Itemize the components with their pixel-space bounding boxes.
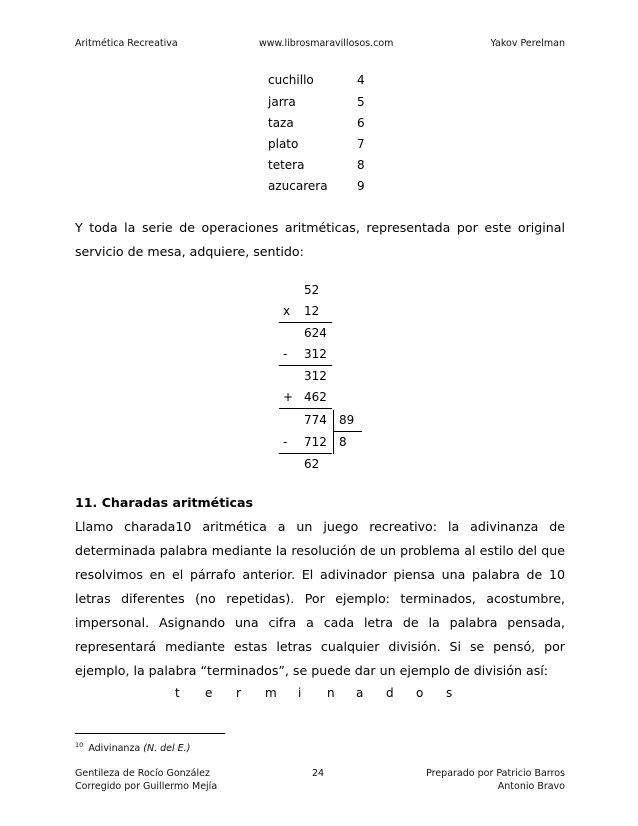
section-paragraph: Llamo charada10 aritmética a un juego recreativo: la adivinanza de determinada palabra mediante la resolución de un problema al estilo del que resolvimos en el párrafo anterior. El adivinador piensa una palabra de 10 letras diferentes (no repetidas). Por ejemplo: terminados, acostumbre, impersonal. Asignando una cifra a cada letra de la palabra pensada, representará mediante estas letras cualquier división. Si se pensó, por ejemplo, la palabra “terminados”, se puede dar un ejemplo de división así: (75, 519, 565, 678)
header-book-title: Aritmética Recreativa (75, 38, 178, 49)
table-word: taza (268, 116, 294, 130)
letter: o (416, 686, 424, 700)
divisor: 89 (339, 413, 355, 427)
calc-value: 712 (304, 435, 327, 449)
multiply-sign: x (283, 304, 291, 318)
table-number: 6 (357, 116, 365, 130)
letter: d (386, 686, 394, 700)
page-number: 24 (312, 768, 325, 779)
quotient: 8 (339, 435, 347, 449)
rule-line (279, 365, 332, 366)
division-bar (333, 410, 334, 454)
letter: e (205, 686, 213, 700)
rule-line (279, 453, 332, 454)
letter: n (327, 686, 335, 700)
footnote-number: 10 (75, 741, 84, 749)
plus-sign: + (283, 390, 294, 404)
letter: i (298, 686, 302, 700)
calc-value: 12 (304, 304, 320, 318)
table-number: 9 (357, 179, 365, 193)
table-word: plato (268, 137, 299, 151)
header-website: www.librosmaravillosos.com (259, 38, 394, 49)
footnote (75, 741, 190, 754)
table-word: azucarera (268, 179, 328, 193)
calc-value: 52 (304, 283, 320, 297)
footer-preparer: Preparado por Patricio Barros (426, 768, 565, 779)
calc-value: 624 (304, 326, 327, 340)
section-title: 11. Charadas aritméticas (75, 495, 254, 510)
remainder: 62 (304, 457, 320, 471)
intro-paragraph: Y toda la serie de operaciones aritméticas, representada por este original servicio de mesa, adquiere, sentido: (75, 220, 565, 259)
calc-value: 462 (304, 390, 327, 404)
footer-corrector: Corregido por Guillermo Mejía (75, 781, 218, 792)
footer-credit: Gentileza de Rocío González (75, 768, 210, 779)
table-number: 7 (357, 137, 365, 151)
table-word: jarra (268, 95, 296, 109)
calc-value: 312 (304, 369, 327, 383)
table-number: 5 (357, 95, 365, 109)
minus-sign: - (283, 347, 288, 361)
letter: t (175, 686, 180, 700)
letter: s (446, 686, 453, 700)
rule-line (279, 322, 332, 323)
footnote-separator (75, 733, 225, 734)
letter: r (236, 686, 241, 700)
header-author: Yakov Perelman (490, 38, 565, 49)
rule-line (279, 408, 332, 409)
footer-assistant: Antonio Bravo (497, 781, 565, 792)
table-number: 4 (357, 73, 365, 87)
letter: m (265, 686, 277, 700)
table-word: tetera (268, 158, 305, 172)
calc-value: 312 (304, 347, 327, 361)
footnote-note: (N. del E.) (143, 743, 191, 755)
divisor-rule (333, 431, 362, 432)
table-number: 8 (357, 158, 365, 172)
minus-sign: - (283, 435, 288, 449)
dividend: 774 (304, 413, 327, 427)
footnote-text: Adivinanza (88, 743, 141, 755)
table-word: cuchillo (268, 73, 314, 87)
letter: a (356, 686, 364, 700)
